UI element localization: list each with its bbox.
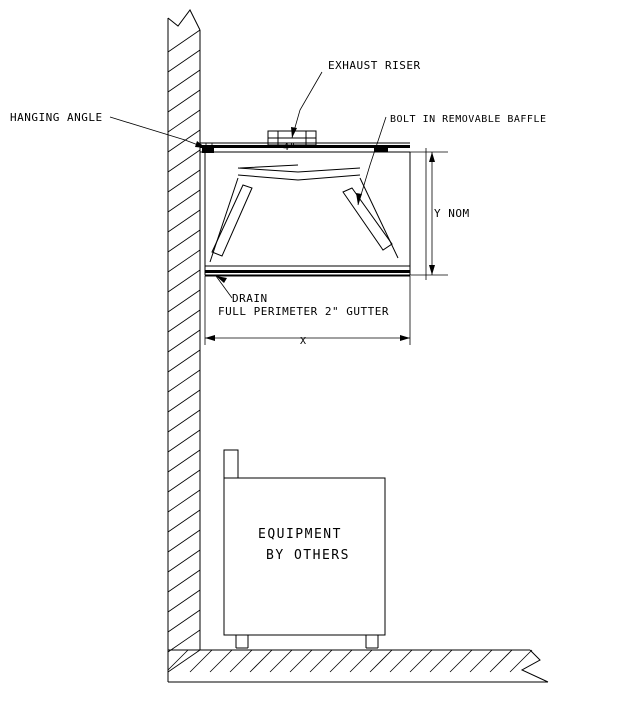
leader-drain bbox=[216, 276, 232, 298]
label-bolt-in-baffle: BOLT IN REMOVABLE BAFFLE bbox=[390, 114, 547, 125]
label-drain: DRAIN bbox=[232, 292, 268, 305]
exhaust-hood bbox=[200, 131, 410, 276]
label-exhaust-riser: EXHAUST RISER bbox=[328, 59, 421, 72]
label-equipment-line1: EQUIPMENT bbox=[258, 527, 342, 542]
leader-bolt-baffle bbox=[356, 117, 386, 205]
label-gutter: FULL PERIMETER 2" GUTTER bbox=[218, 305, 389, 318]
wall-vertical bbox=[168, 10, 200, 682]
label-equipment-line2: BY OTHERS bbox=[266, 548, 350, 563]
floor-slab bbox=[168, 650, 548, 682]
label-x-dimension: X bbox=[300, 336, 307, 347]
label-hanging-angle: HANGING ANGLE bbox=[10, 111, 103, 124]
leader-exhaust-riser bbox=[291, 72, 322, 138]
leader-hanging-angle bbox=[110, 117, 206, 148]
label-riser-dimension: 4" bbox=[283, 142, 297, 153]
label-y-nom: Y NOM bbox=[434, 207, 470, 220]
